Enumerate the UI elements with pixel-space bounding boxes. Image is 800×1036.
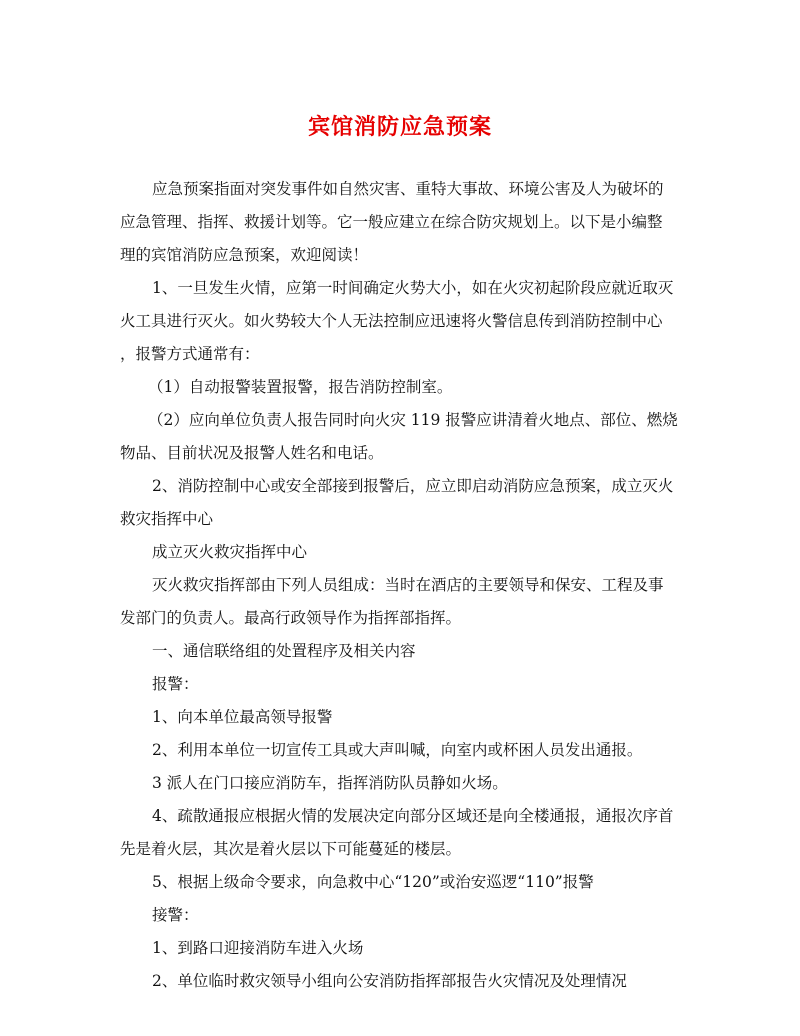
- paragraph-line: 先是着火层，其次是着火层以下可能蔓延的楼层。: [120, 840, 462, 858]
- paragraph-line: 5、根据上级命令要求，向急救中心“120”或治安巡逻“110”报警: [152, 873, 594, 891]
- paragraph-line: （2）应向单位负责人报告同时向火灾 119 报警应讲清着火地点、部位、燃烧: [148, 411, 678, 429]
- paragraph-line: 火工具进行灭火。如火势较大个人无法控制应迅速将火警信息传到消防控制中心: [120, 312, 663, 330]
- document-title: 宾馆消防应急预案: [307, 114, 492, 140]
- paragraph-line: 物品、目前状况及报警人姓名和电话。: [120, 444, 384, 462]
- paragraph-line: 一、通信联络组的处置程序及相关内容: [152, 642, 416, 660]
- paragraph-line: （1）自动报警装置报警，报告消防控制室。: [148, 378, 453, 396]
- paragraph-line: 救灾指挥中心: [120, 510, 214, 528]
- paragraph-line: 成立灭火救灾指挥中心: [152, 543, 308, 561]
- paragraph-line: 应急预案指面对突发事件如自然灾害、重特大事故、环境公害及人为破坏的: [152, 180, 664, 198]
- paragraph-line: 2、利用本单位一切宣传工具或大声叫喊，向室内或杯困人员发出通报。: [152, 741, 643, 759]
- paragraph-line: 4、疏散通报应根据火情的发展决定向部分区域还是向全楼通报，通报次序首: [152, 807, 674, 825]
- paragraph-line: 1、一旦发生火情，应第一时间确定火势大小，如在火灾初起阶段应就近取灭: [152, 279, 674, 297]
- paragraph-line: ，报警方式通常有：: [120, 345, 260, 363]
- paragraph-line: 接警：: [152, 906, 199, 924]
- paragraph-line: 2、单位临时救灾领导小组向公安消防指挥部报告火灾情况及处理情况: [152, 972, 627, 990]
- paragraph-line: 应急管理、指挥、救援计划等。它一般应建立在综合防灾规划上。以下是小编整: [120, 213, 663, 231]
- paragraph-line: 1、向本单位最高领导报警: [152, 708, 333, 726]
- paragraph-line: 1、到路口迎接消防车进入火场: [152, 939, 364, 957]
- paragraph-line: 3 派人在门口接应消防车，指挥消防队员静如火场。: [152, 774, 508, 792]
- paragraph-line: 报警：: [152, 675, 199, 693]
- paragraph-line: 2、消防控制中心或安全部接到报警后，应立即启动消防应急预案，成立灭火: [152, 477, 674, 495]
- paragraph-line: 理的宾馆消防应急预案，欢迎阅读！: [120, 246, 369, 264]
- paragraph-line: 发部门的负责人。最高行政领导作为指挥部指挥。: [120, 609, 462, 627]
- paragraph-line: 灭火救灾指挥部由下列人员组成：当时在酒店的主要领导和保安、工程及事: [152, 576, 664, 594]
